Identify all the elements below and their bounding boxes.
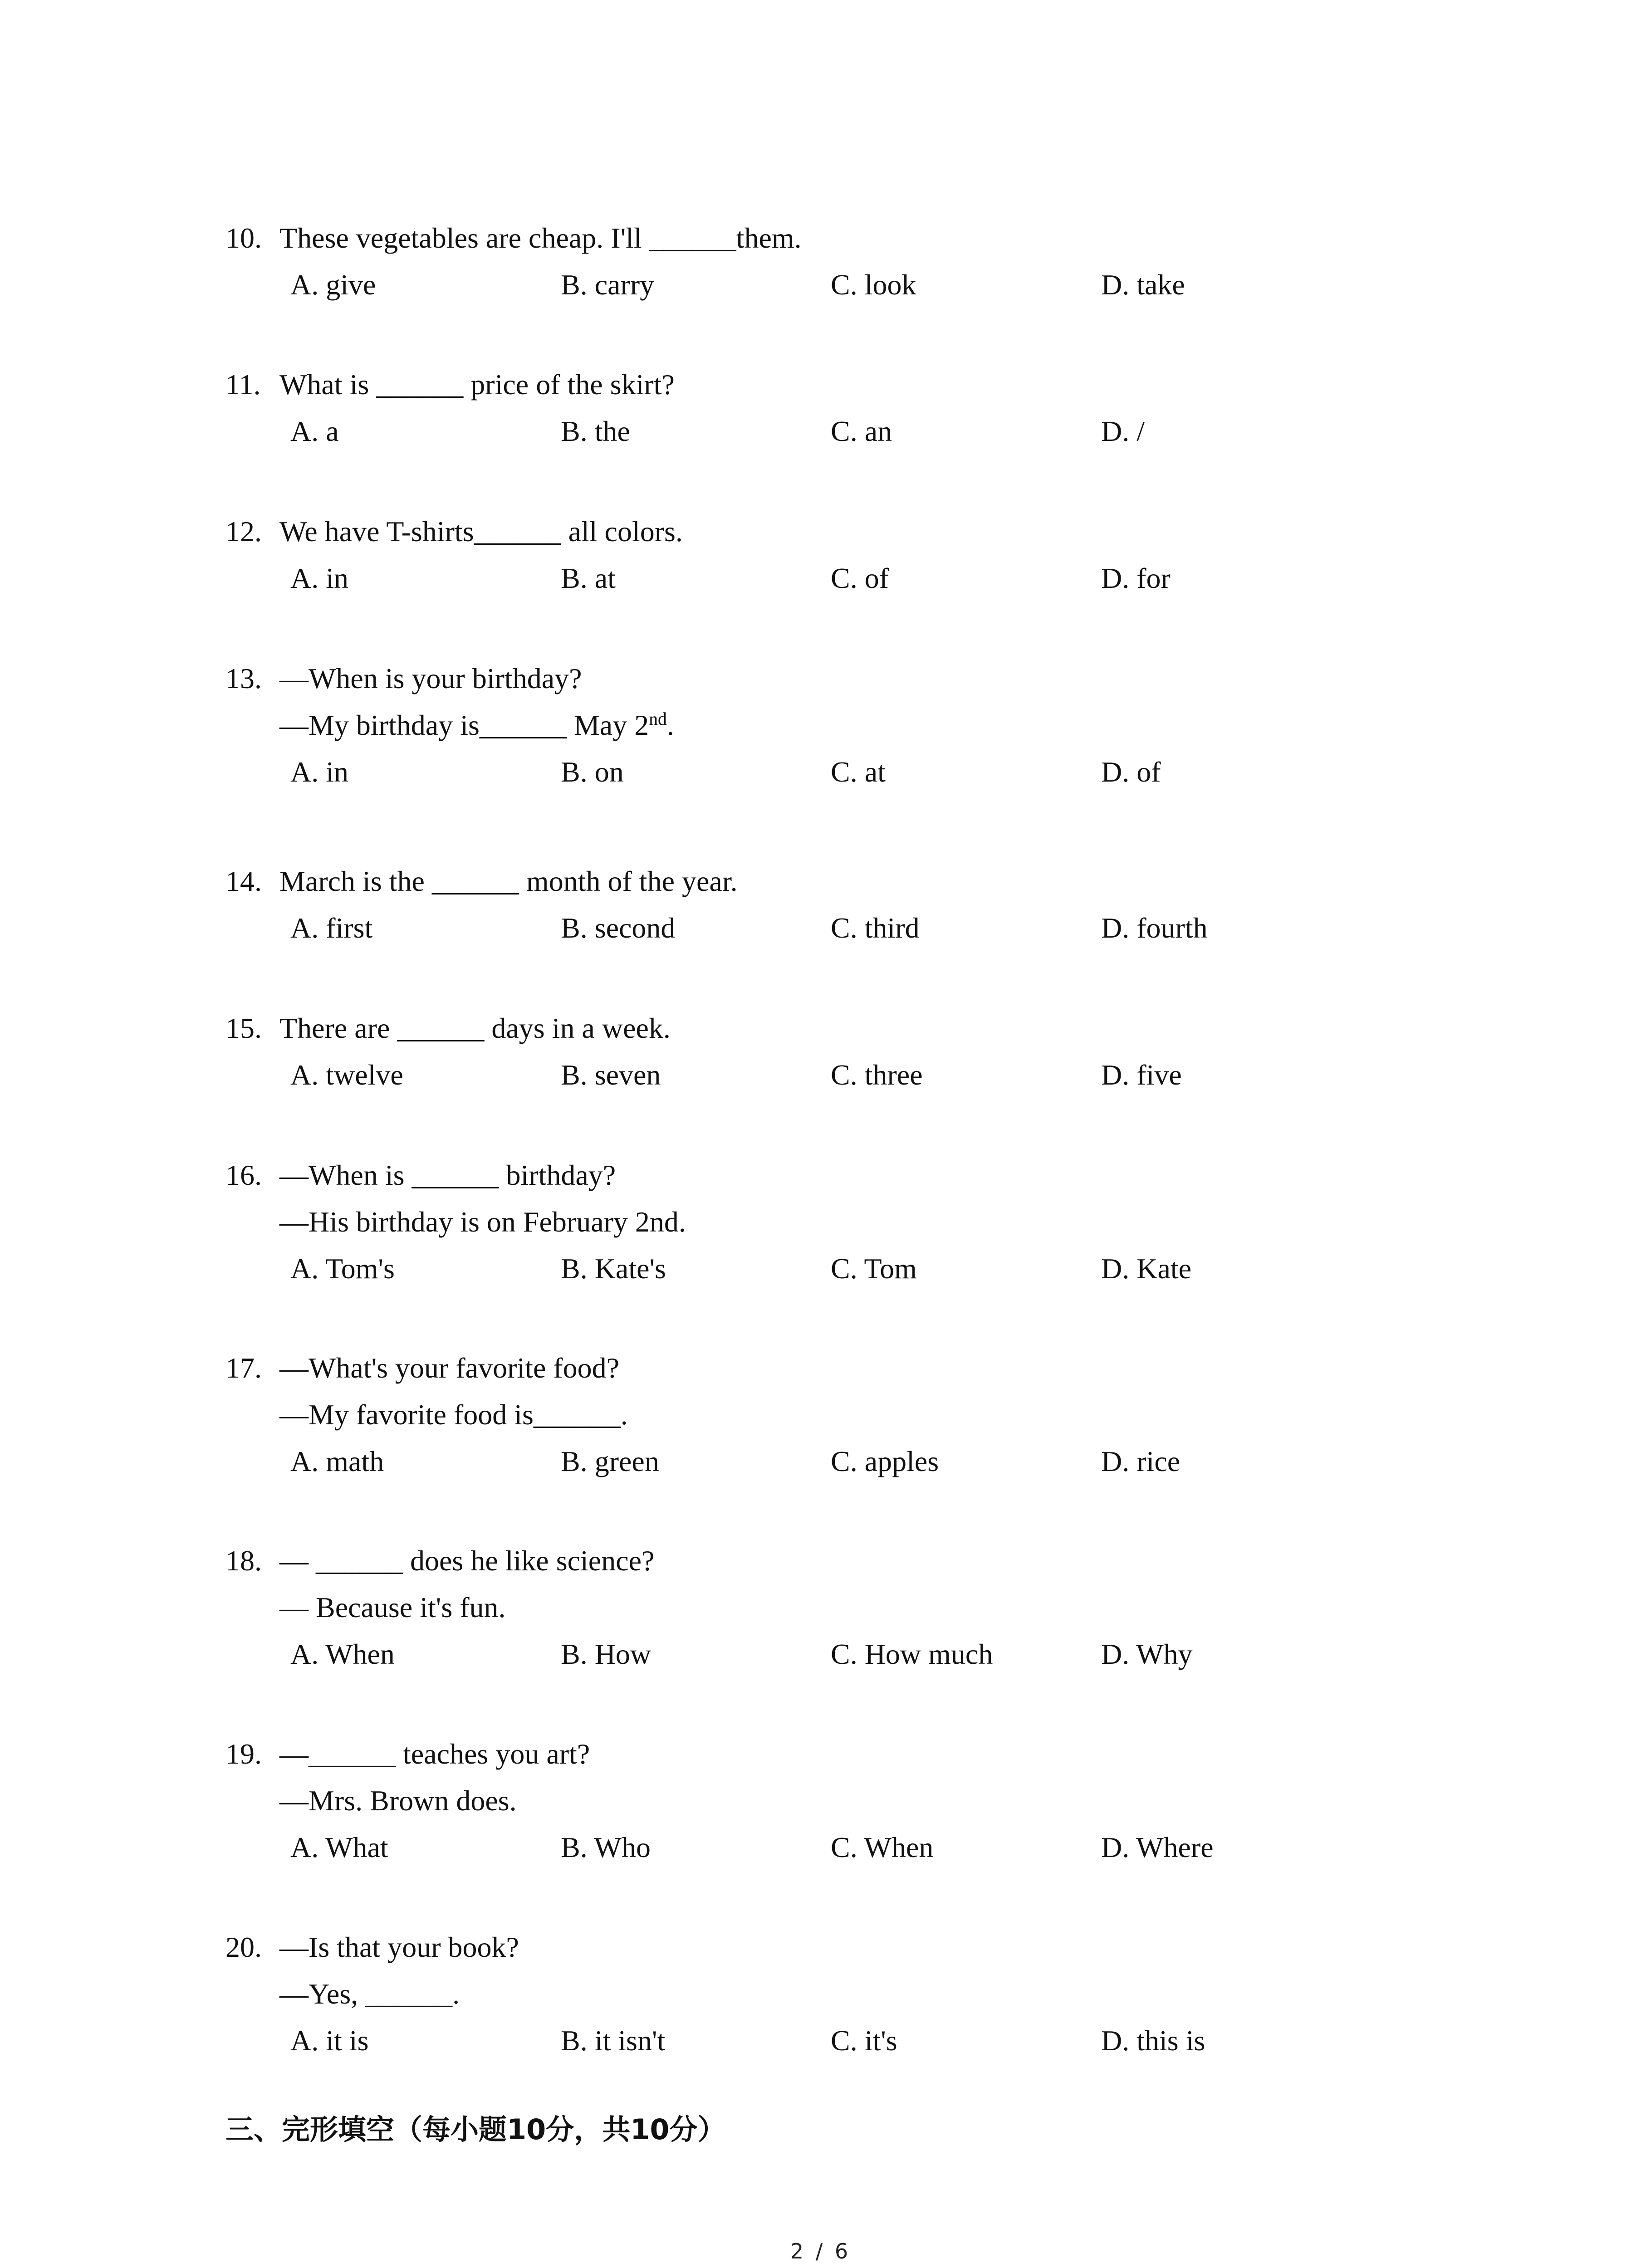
option-d: D. Kate (1101, 1252, 1192, 1285)
question-number: 12. (225, 515, 262, 547)
question-text (279, 1778, 517, 1823)
option-d: D. for (1101, 562, 1171, 594)
option-c: C. How much (831, 1638, 993, 1670)
option-c: C. three (831, 1059, 923, 1091)
question-text (279, 859, 738, 904)
question-text (279, 1199, 686, 1245)
question-number: 13. (225, 662, 262, 694)
question-text-main: — ______ does he like science? (279, 1545, 655, 1577)
ordinal-superscript: nd (649, 709, 667, 729)
page-number: 2 / 6 (790, 2239, 851, 2263)
question-text-main: —When is ______ birthday? (279, 1159, 616, 1191)
option-d: D. fourth (1101, 912, 1208, 944)
option-a: A. Tom's (290, 1252, 395, 1285)
question-text (279, 1585, 506, 1630)
section-heading: 三、完形填空（每小题10分，共10分） (225, 2113, 726, 2146)
option-d: D. Where (1101, 1831, 1214, 1863)
question-text-main: There are ______ days in a week. (279, 1012, 671, 1044)
option-b: B. at (561, 562, 616, 594)
option-d: D. / (1101, 415, 1145, 447)
option-b: B. the (561, 415, 630, 447)
question-text (279, 509, 683, 554)
question-text (279, 1345, 619, 1391)
question-text-main: —My birthday is______ May 2 (279, 709, 649, 741)
question-text (279, 703, 674, 748)
question-text (279, 1153, 616, 1198)
option-c: C. apples (831, 1445, 939, 1477)
question-text (279, 1006, 671, 1051)
option-b: B. second (561, 912, 676, 944)
option-a: A. give (290, 269, 376, 301)
option-c: C. When (831, 1831, 934, 1863)
option-d: D. Why (1101, 1638, 1193, 1670)
question-number: 18. (225, 1545, 262, 1577)
question-text-main: —Yes, ______. (279, 1978, 460, 2010)
question-text (279, 1731, 590, 1777)
option-b: B. green (561, 1445, 659, 1477)
option-b: B. How (561, 1638, 652, 1670)
question-text-main: —When is your birthday? (279, 662, 582, 694)
question-text (279, 1392, 628, 1437)
option-b: B. Who (561, 1831, 651, 1863)
question-text-main: March is the ______ month of the year. (279, 865, 738, 897)
question-text (279, 215, 802, 261)
option-c: C. Tom (831, 1252, 917, 1285)
option-d: D. take (1101, 269, 1185, 301)
question-text-main: — Because it's fun. (279, 1591, 506, 1623)
question-number: 14. (225, 865, 262, 897)
option-c: C. an (831, 415, 892, 447)
option-a: A. When (290, 1638, 395, 1670)
option-c: C. of (831, 562, 889, 594)
option-d: D. rice (1101, 1445, 1181, 1477)
question-number: 10. (225, 222, 262, 254)
question-number: 17. (225, 1352, 262, 1384)
option-a: A. a (290, 415, 339, 447)
option-b: B. carry (561, 269, 655, 301)
option-c: C. look (831, 269, 916, 301)
option-a: A. first (290, 912, 373, 944)
option-d: D. this is (1101, 2024, 1205, 2057)
question-text-main: These vegetables are cheap. I'll ______them. (279, 222, 802, 254)
option-b: B. seven (561, 1059, 661, 1091)
option-a: A. math (290, 1445, 384, 1477)
question-number: 20. (225, 1931, 262, 1963)
question-text (279, 362, 675, 407)
question-text-main: We have T-shirts______ all colors. (279, 515, 683, 547)
question-text-punctuation: . (666, 709, 674, 741)
option-a: A. What (290, 1831, 388, 1863)
option-d: D. five (1101, 1059, 1182, 1091)
question-text (279, 1925, 519, 1970)
question-number: 15. (225, 1012, 262, 1044)
question-number: 19. (225, 1738, 262, 1770)
question-number: 16. (225, 1159, 262, 1191)
option-b: B. Kate's (561, 1252, 666, 1285)
option-a: A. twelve (290, 1059, 403, 1091)
question-text-main: —My favorite food is______. (279, 1398, 628, 1431)
option-d: D. of (1101, 756, 1161, 788)
question-text-main: —What's your favorite food? (279, 1352, 620, 1384)
question-text (279, 1538, 654, 1584)
question-number: 11. (225, 368, 261, 401)
option-c: C. it's (831, 2024, 897, 2057)
option-b: B. on (561, 756, 624, 788)
option-b: B. it isn't (561, 2024, 666, 2057)
option-a: A. in (290, 756, 348, 788)
option-a: A. it is (290, 2024, 369, 2057)
question-text-main: What is ______ price of the skirt? (279, 368, 675, 401)
question-text (279, 1971, 460, 2017)
option-a: A. in (290, 562, 348, 594)
question-text-main: —Mrs. Brown does. (279, 1784, 517, 1817)
option-c: C. third (831, 912, 920, 944)
question-text-main: —His birthday is on February 2nd. (279, 1206, 686, 1238)
question-text-main: —______ teaches you art? (279, 1738, 590, 1770)
question-text-main: —Is that your book? (279, 1931, 519, 1963)
option-c: C. at (831, 756, 886, 788)
question-text (279, 656, 582, 701)
